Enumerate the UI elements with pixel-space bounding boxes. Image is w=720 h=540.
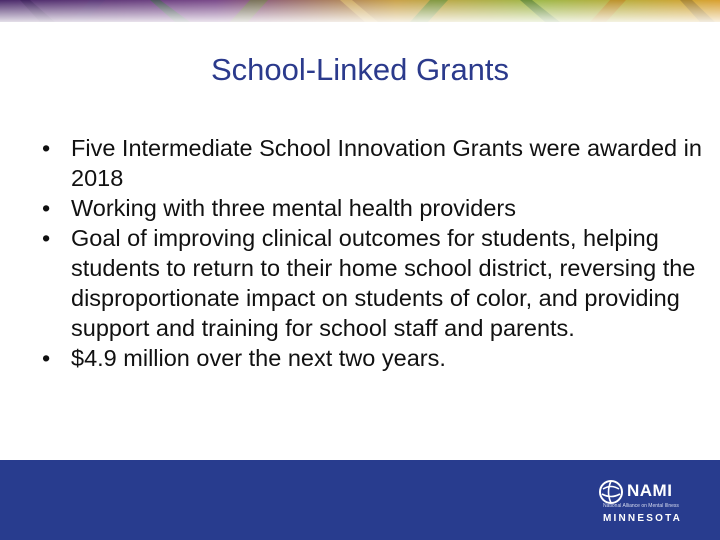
banner-image: [0, 0, 720, 22]
slide-title: School-Linked Grants: [210, 52, 510, 87]
bullet-item: [42, 133, 702, 193]
bullet-item: [42, 193, 702, 223]
bullet-text: Five Intermediate School Innovation Grants were awarded in 2018: [71, 135, 702, 191]
logo-tagline: National Alliance on Mental Illness: [603, 503, 679, 509]
bullet-text: Goal of improving clinical outcomes for students, helping students to return to their home school district, reversing the disproportionate impact on students of color, and providing support and training for school staff and parents.: [71, 225, 696, 341]
bullet-glyph: •: [42, 135, 51, 161]
bullet-glyph: •: [42, 225, 51, 251]
logo-region: MINNESOTA: [603, 513, 683, 524]
logo-wordmark: NAMI: [627, 481, 673, 500]
bullet-glyph: •: [42, 345, 51, 371]
bullet-list: [42, 133, 702, 373]
bullet-text: Working with three mental health providers: [71, 195, 516, 221]
bullet-item: [42, 343, 702, 373]
top-decorative-banner: [0, 0, 720, 22]
bullet-glyph: •: [42, 195, 51, 221]
bullet-item: [42, 223, 702, 343]
bullet-text: $4.9 million over the next two years.: [71, 345, 446, 371]
